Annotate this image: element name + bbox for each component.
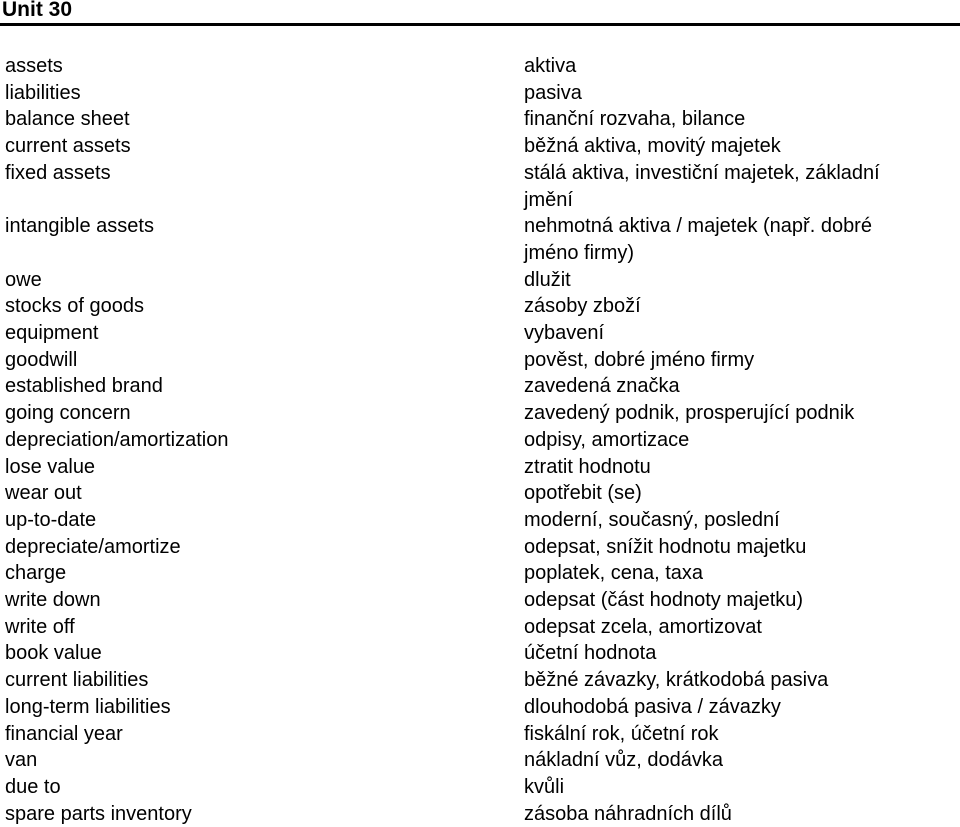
english-term: liabilities: [5, 81, 81, 104]
vocabulary-row: [0, 614, 960, 641]
english-term: lose value: [5, 455, 96, 478]
vocabulary-row: [0, 80, 960, 107]
czech-translation: odpisy, amortizace: [524, 428, 690, 451]
vocabulary-row: [0, 721, 960, 748]
czech-translation: vybavení: [524, 322, 605, 345]
english-term: due to: [5, 775, 61, 798]
vocabulary-row: [0, 293, 960, 320]
english-term: assets: [5, 55, 63, 77]
english-term: fixed assets: [5, 161, 111, 184]
czech-translation: stálá aktiva, investiční majetek, základní jmění: [524, 161, 880, 211]
english-term: write down: [5, 589, 101, 612]
czech-translation: poplatek, cena, taxa: [524, 562, 704, 585]
czech-translation: moderní, současný, poslední: [524, 508, 780, 531]
czech-translation: účetní hodnota: [524, 642, 657, 665]
english-term: going concern: [5, 402, 131, 425]
czech-translation: opotřebit (se): [524, 482, 642, 505]
english-term: write off: [5, 615, 75, 638]
czech-translation: běžná aktiva, movitý majetek: [524, 135, 781, 158]
english-term: intangible assets: [5, 215, 154, 238]
czech-translation: fiskální rok, účetní rok: [524, 722, 719, 745]
vocabulary-row: [0, 480, 960, 507]
vocabulary-row: [0, 133, 960, 160]
vocabulary-row: [0, 267, 960, 294]
czech-translation: kvůli: [524, 775, 565, 798]
english-term: goodwill: [5, 348, 78, 371]
page-title: Unit 30: [2, 0, 73, 21]
english-term: wear out: [5, 482, 82, 505]
vocabulary-row: [0, 454, 960, 481]
english-term: current liabilities: [5, 669, 149, 692]
czech-translation: ztratit hodnotu: [524, 455, 651, 478]
english-term: spare parts inventory: [5, 802, 192, 825]
czech-translation: finanční rozvaha, bilance: [524, 108, 746, 131]
english-term: van: [5, 749, 38, 772]
english-term: stocks of goods: [5, 295, 144, 318]
czech-translation: odepsat zcela, amortizovat: [524, 615, 762, 638]
english-term: established brand: [5, 375, 163, 398]
vocabulary-row: [0, 373, 960, 400]
vocabulary-row: [0, 106, 960, 133]
czech-translation: pověst, dobré jméno firmy: [524, 348, 755, 371]
vocabulary-row: [0, 640, 960, 667]
vocabulary-row: [0, 747, 960, 774]
title-underline: [0, 23, 960, 26]
czech-translation: nehmotná aktiva / majetek (např. dobré jméno firmy): [524, 215, 872, 264]
czech-translation: dlužit: [524, 268, 571, 291]
czech-translation: běžné závazky, krátkodobá pasiva: [524, 669, 829, 692]
english-term: financial year: [5, 722, 123, 745]
vocabulary-row: [0, 427, 960, 454]
vocabulary-row: [0, 213, 960, 266]
vocabulary-row: [0, 560, 960, 587]
english-term: balance sheet: [5, 108, 130, 131]
vocabulary-row: [0, 400, 960, 427]
english-term: book value: [5, 642, 102, 665]
vocabulary-row: [0, 667, 960, 694]
vocabulary-row: [0, 774, 960, 801]
vocabulary-row: [0, 507, 960, 534]
vocabulary-row: [0, 320, 960, 347]
english-term: equipment: [5, 322, 99, 345]
czech-translation: odepsat (část hodnoty majetku): [524, 589, 804, 612]
english-term: up-to-date: [5, 508, 97, 531]
czech-translation: aktiva: [524, 55, 577, 77]
english-term: current assets: [5, 135, 131, 158]
english-term: depreciation/amortization: [5, 428, 229, 451]
czech-translation: pasiva: [524, 81, 582, 104]
vocabulary-list: [0, 53, 960, 827]
czech-translation: dlouhodobá pasiva / závazky: [524, 695, 781, 718]
english-term: depreciate/amortize: [5, 535, 181, 558]
vocabulary-row: [0, 801, 960, 827]
english-term: long-term liabilities: [5, 695, 171, 718]
english-term: owe: [5, 268, 42, 291]
czech-translation: zavedený podnik, prosperující podnik: [524, 402, 855, 425]
vocabulary-row: [0, 534, 960, 561]
vocabulary-row: [0, 53, 960, 80]
czech-translation: zásoby zboží: [524, 295, 641, 318]
czech-translation: nákladní vůz, dodávka: [524, 749, 724, 772]
vocabulary-row: [0, 587, 960, 614]
czech-translation: odepsat, snížit hodnotu majetku: [524, 535, 807, 558]
vocabulary-row: [0, 347, 960, 374]
czech-translation: zavedená značka: [524, 375, 680, 398]
vocabulary-row: [0, 694, 960, 721]
vocabulary-row: [0, 160, 960, 213]
czech-translation: zásoba náhradních dílů: [524, 802, 732, 825]
english-term: charge: [5, 562, 67, 585]
